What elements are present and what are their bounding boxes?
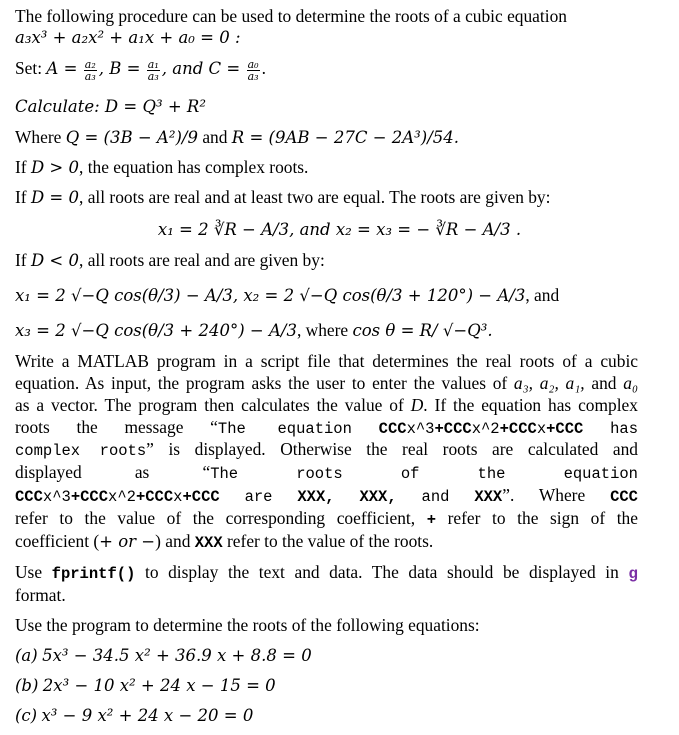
para-l9-post: refer to the value of the roots.	[227, 531, 434, 551]
fraction-b-den: a₃	[147, 69, 159, 83]
para-line-4	[15, 417, 638, 439]
equation-c	[15, 705, 253, 726]
para-l6-mono: The roots of the equation	[210, 465, 638, 483]
para-l2-and: and	[591, 373, 617, 393]
equal-roots-equation: x₁ = 2 ∛R − A/3, and x₂ = x₃ = − ∛R − A/3 .	[157, 220, 522, 239]
where-pre: Where	[15, 127, 62, 147]
x2-token: x^2	[108, 488, 136, 506]
fraction-c	[247, 59, 260, 82]
where-and: and	[202, 127, 228, 147]
set-line	[15, 58, 266, 82]
fraction-c-den: a₃	[247, 69, 259, 83]
real-roots-equation-2	[15, 320, 493, 341]
para-l3-post: . If the equation has complex	[423, 395, 638, 415]
para-line-5	[15, 439, 638, 461]
eq-neg-1: x₁ = 2 √−Q cos(θ/3) − A/3, x₂ = 2 √−Q cos(θ/3 + 120°) − A/3	[15, 286, 526, 305]
and-token: and	[421, 488, 450, 506]
para-l4-mono: The equation	[217, 420, 352, 438]
use-program-line: Use the program to determine the roots of the following equations:	[15, 615, 480, 635]
xxx-token: XXX	[474, 488, 503, 506]
equation-b-expr: 2x³ − 10 x² + 24 x − 15 = 0	[42, 676, 276, 695]
if-zero-cond: D = 0	[30, 188, 79, 207]
para-l3-pre: as a vector. The program then calculates the value of	[15, 395, 404, 415]
plus-token: +	[426, 511, 437, 529]
para-l9-math: + or −	[99, 532, 156, 551]
para-l5-mono: complex roots	[15, 442, 147, 460]
equation-c-label: (c)	[15, 706, 38, 725]
xxx-token: XXX	[194, 534, 223, 552]
calculate-line: Calculate: D = Q³ + R²	[15, 97, 206, 116]
if-pos-cond: D > 0	[30, 158, 79, 177]
equation-a-expr: 5x³ − 34.5 x² + 36.9 x + 8.8 = 0	[42, 646, 312, 665]
para-l7-post: ”. Where	[502, 485, 586, 505]
ccc-token: +CCC	[434, 420, 472, 438]
para-l8-pre: refer to the value of the corresponding coefficient,	[15, 508, 416, 528]
para-l9-mid: ) and	[155, 531, 191, 551]
ccc-token: +CCC	[182, 488, 220, 506]
para-l6-pre: displayed as “	[15, 462, 211, 482]
para-l5-post: ” is displayed. Otherwise the real roots are calculated and	[146, 439, 639, 459]
use-fprintf-line-2: format.	[15, 585, 66, 605]
para-l9-pre: coefficient (	[15, 531, 100, 551]
eq-neg-2: x₃ = 2 √−Q cos(θ/3 + 240°) − A/3	[15, 321, 297, 340]
use1-mid: to display the text and data. The data should be displayed in	[144, 562, 619, 582]
eq-neg-2-tail: cos θ = R/ √−Q³.	[352, 321, 493, 340]
if-negative-line	[15, 250, 325, 271]
if-pos-text: , the equation has complex roots.	[79, 157, 309, 177]
para-l8-post: refer to the sign of the	[447, 508, 638, 528]
set-c-lhs: , and C =	[161, 59, 241, 78]
para-l4-has: has	[610, 420, 638, 438]
ccc-token: CCC	[378, 420, 407, 438]
x-token: x	[536, 420, 547, 438]
ccc-token: +CCC	[70, 488, 109, 506]
equation-b-label: (b)	[15, 676, 39, 695]
xxx-token: XXX,	[297, 488, 335, 506]
para-line-8	[15, 508, 638, 530]
para-line-6	[15, 462, 638, 484]
para-line-7	[15, 485, 638, 507]
eq-neg-2-mid: , where	[296, 320, 349, 340]
set-b-lhs: , B =	[98, 59, 141, 78]
eq-neg-1-tail: , and	[525, 285, 560, 305]
ccc-token: CCC	[15, 488, 43, 506]
fraction-a	[84, 59, 97, 82]
fraction-b-num: a₁	[147, 57, 159, 71]
equation-a-label: (a)	[15, 646, 38, 665]
x-token: x	[173, 488, 183, 506]
ccc-token: +CCC	[135, 488, 174, 506]
ccc-token: +CCC	[546, 420, 584, 438]
real-roots-equation-1	[15, 285, 559, 306]
set-label: Set:	[15, 58, 43, 78]
x3-token: x^3	[406, 420, 435, 438]
if-pos-pre: If	[15, 157, 27, 177]
set-a-lhs: A =	[46, 59, 78, 78]
ccc-token: CCC	[610, 488, 638, 506]
equation-b	[15, 675, 276, 696]
where-r: R = (9AB − 27C − 2A³)/54.	[231, 128, 460, 147]
cubic-equation: a₃x³ + a₂x² + a₁x + a₀ = 0 :	[15, 28, 241, 47]
para-line-3	[15, 395, 638, 415]
fraction-c-num: a₀	[247, 57, 259, 71]
g-format-code: g	[628, 565, 638, 583]
are-token: are	[244, 488, 273, 506]
para-l2-pre: equation. As input, the program asks the user to enter the values of	[15, 373, 508, 393]
intro-text: The following procedure can be used to determine the roots of a cubic equation	[15, 6, 567, 26]
if-neg-cond: D < 0	[30, 251, 79, 270]
if-zero-line	[15, 187, 550, 208]
xxx-token: XXX,	[359, 488, 397, 506]
para-l3-d: D	[410, 395, 424, 415]
para-l4-pre: roots the message “	[15, 417, 218, 437]
where-line	[15, 127, 459, 148]
para-l2-last: a₀	[623, 373, 638, 393]
ccc-token: +CCC	[499, 420, 537, 438]
para-line-2	[15, 373, 638, 393]
where-q: Q = (3B − A²)/9	[65, 128, 198, 147]
fraction-a-den: a₃	[84, 69, 96, 83]
set-end: .	[261, 58, 266, 78]
para-line-9	[15, 531, 433, 553]
x3-token: x^3	[42, 488, 71, 506]
if-zero-text: , all roots are real and at least two are equal. The roots are given by:	[79, 187, 551, 207]
para-line-1: Write a MATLAB program in a script file that determines the real roots of a cubic	[15, 351, 638, 371]
if-neg-pre: If	[15, 250, 27, 270]
if-zero-pre: If	[15, 187, 27, 207]
if-positive-line	[15, 157, 308, 178]
if-neg-text: , all roots are real and are given by:	[79, 250, 325, 270]
x2-token: x^2	[471, 420, 500, 438]
fraction-a-num: a₂	[84, 57, 96, 71]
use-fprintf-line	[15, 562, 638, 584]
para-l2-vars: a₃, a₂, a₁,	[513, 373, 585, 393]
fraction-b	[147, 59, 160, 82]
use1-pre: Use	[15, 562, 43, 582]
fprintf-code: fprintf()	[51, 565, 136, 583]
equation-a	[15, 645, 312, 666]
equation-c-expr: x³ − 9 x² + 24 x − 20 = 0	[41, 706, 254, 725]
